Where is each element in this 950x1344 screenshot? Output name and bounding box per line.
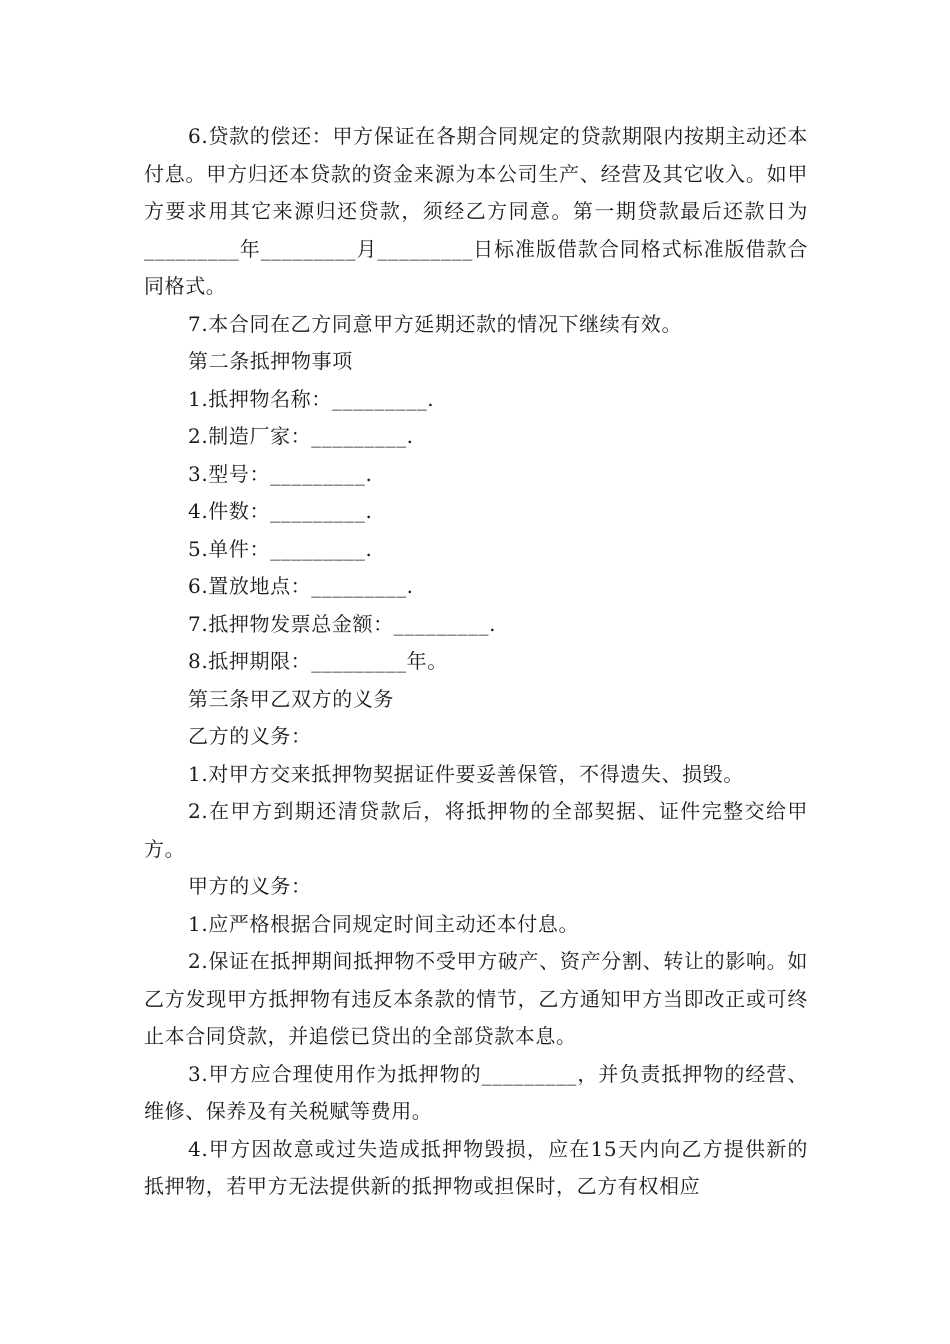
- party-b-obligation-2: 2.在甲方到期还清贷款后，将抵押物的全部契据、证件完整交给甲方。: [144, 799, 808, 861]
- party-b-obligation-1: 1.对甲方交来抵押物契据证件要妥善保管，不得遗失、损毁。: [188, 761, 744, 786]
- collateral-model: 3.型号：_________.: [188, 461, 373, 486]
- clause-6-repayment: 6.贷款的偿还：甲方保证在各期合同规定的贷款期限内按期主动还本付息。甲方归还本贷款的资金来源为本公司生产、经营及其它收入。如甲方要求用其它来源归还贷款，须经乙方同意。第一期贷款最后还款日为_________年_________月_________日标准版借款合同格式标准版借款合同格式。: [144, 124, 808, 298]
- party-a-obligation-4: 4.甲方因故意或过失造成抵押物毁损，应在15天内向乙方提供新的抵押物，若甲方无法提供新的抵押物或担保时，乙方有权相应: [144, 1136, 808, 1198]
- article-3-heading: 第三条甲乙双方的义务: [188, 686, 394, 711]
- collateral-manufacturer: 2.制造厂家：_________.: [188, 424, 414, 448]
- party-a-obligation-2: 2.保证在抵押期间抵押物不受甲方破产、资产分割、转让的影响。如乙方发现甲方抵押物有违反本条款的情节，乙方通知甲方当即改正或可终止本合同贷款，并追偿已贷出的全部贷款本息。: [144, 949, 808, 1048]
- collateral-unit: 5.单件：_________.: [188, 536, 373, 561]
- collateral-term: 8.抵押期限：_________年。: [188, 649, 448, 673]
- collateral-invoice-amount: 7.抵押物发票总金额：_________.: [188, 611, 497, 636]
- article-2-heading: 第二条抵押物事项: [188, 349, 353, 373]
- party-a-obligations-heading: 甲方的义务：: [188, 874, 312, 898]
- clause-7-extension: 7.本合同在乙方同意甲方延期还款的情况下继续有效。: [188, 311, 683, 336]
- collateral-location: 6.置放地点：_________.: [188, 574, 414, 598]
- collateral-quantity: 4.件数：_________.: [188, 499, 373, 523]
- party-a-obligation-1: 1.应严格根据合同规定时间主动还本付息。: [188, 911, 580, 936]
- party-b-obligations-heading: 乙方的义务：: [188, 724, 312, 748]
- party-a-obligation-3: 3.甲方应合理使用作为抵押物的_________，并负责抵押物的经营、维修、保养及有关税赋等费用。: [144, 1061, 808, 1123]
- collateral-name: 1.抵押物名称：_________.: [188, 386, 435, 411]
- document-body: [144, 118, 808, 1206]
